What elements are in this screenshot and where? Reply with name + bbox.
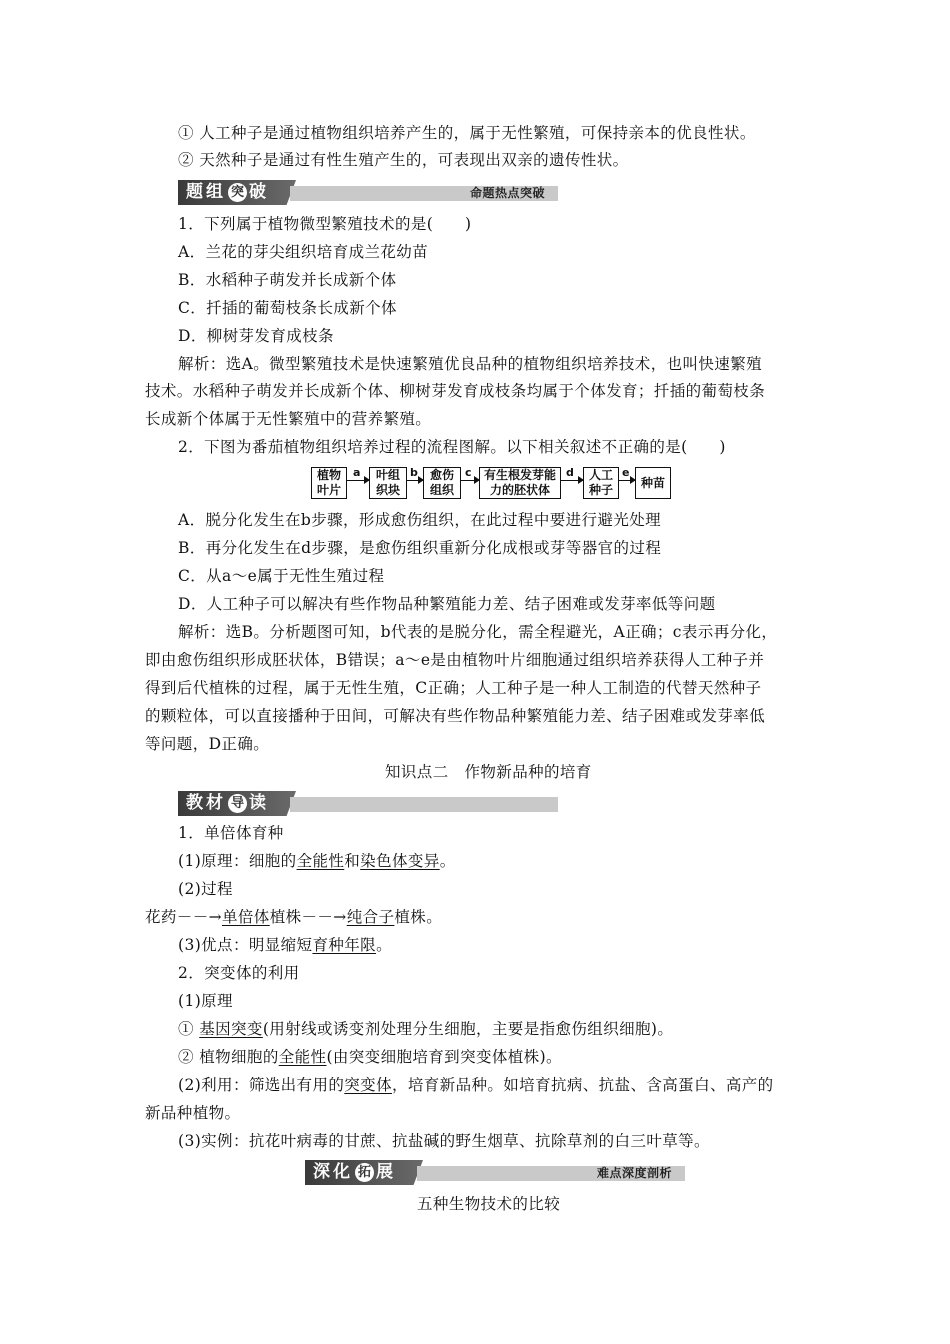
flow-label-c: c	[465, 466, 472, 479]
banner-circle-char: 拓	[355, 1163, 374, 1182]
answer-blank: 突变体	[344, 1076, 392, 1094]
flow-arrow-c	[461, 480, 479, 481]
banner-title: 深化 拓 展	[313, 1162, 396, 1182]
flow-label-d: d	[566, 466, 574, 479]
flow-box-seedling: 种苗	[635, 467, 671, 499]
haploid-process-label: (2)过程	[178, 880, 233, 898]
q2-analysis-line-5: 等问题，D正确。	[145, 735, 270, 753]
flow-label-a: a	[353, 466, 361, 479]
banner-bar	[290, 797, 558, 812]
haploid-principle: (1)原理：细胞的全能性和染色体变异。	[178, 852, 456, 870]
mutant-principle-1: ① 基因突变(用射线或诱变剂处理分生细胞，主要是指愈伤组织细胞)。	[178, 1020, 674, 1038]
intro-line-2: ② 天然种子是通过有性生殖产生的，可表现出双亲的遗传性状。	[178, 151, 629, 169]
section-heading: 知识点二 作物新品种的培育	[385, 763, 592, 781]
answer-blank: 单倍体	[222, 908, 270, 926]
haploid-process: 花药－－→单倍体植株－－→纯合子植株。	[145, 908, 443, 926]
q1-option-a: A．兰花的芽尖组织培育成兰花幼苗	[178, 243, 429, 261]
flow-box-embryoid: 有生根发芽能 力的胚状体	[479, 467, 561, 499]
flow-box-tissue-block: 叶组 织块	[369, 467, 407, 499]
banner-circle-char: 突	[228, 183, 247, 202]
flow-box-callus: 愈伤 组织	[423, 467, 461, 499]
flow-arrow-a	[347, 480, 369, 481]
flow-box-leaf: 植物 叶片	[311, 467, 347, 499]
intro-line-1: ① 人工种子是通过植物组织培养产生的，属于无性繁殖，可保持亲本的优良性状。	[178, 124, 756, 142]
answer-blank: 基因突变	[199, 1020, 263, 1038]
flow-arrow-e	[619, 480, 635, 481]
banner-tizu-tupo	[178, 180, 558, 205]
banner-jiaocai-daodu	[178, 791, 558, 816]
mutant-heading: 2．突变体的利用	[178, 964, 300, 982]
q2-option-d: D．人工种子可以解决有些作物品种繁殖能力差、结子困难或发芽率低等问题	[178, 595, 716, 613]
q1-option-b: B．水稻种子萌发并长成新个体	[178, 271, 397, 289]
flow-label-e: e	[622, 466, 630, 479]
haploid-heading: 1．单倍体育种	[178, 824, 284, 842]
flow-diagram	[311, 467, 671, 505]
banner-shenhua-tuozhan	[305, 1160, 685, 1185]
answer-blank: 染色体变异	[360, 852, 440, 870]
flow-label-b: b	[410, 466, 418, 479]
q1-option-c: C．扦插的葡萄枝条长成新个体	[178, 299, 397, 317]
banner-title: 教材 导 读	[186, 793, 269, 813]
mutant-principle-2: ② 植物细胞的全能性(由突变细胞培育到突变体植株)。	[178, 1048, 562, 1066]
mutant-principle-label: (1)原理	[178, 992, 233, 1010]
haploid-advantage: (3)优点：明显缩短育种年限。	[178, 936, 392, 954]
banner-circle-char: 导	[228, 794, 247, 813]
banner-subtitle: 命题热点突破	[470, 186, 546, 200]
banner-title: 题组 突 破	[186, 182, 269, 202]
flow-arrow-d	[561, 480, 583, 481]
answer-blank: 全能性	[278, 1048, 327, 1066]
answer-blank: 育种年限	[312, 936, 377, 954]
q2-option-a: A．脱分化发生在b步骤，形成愈伤组织，在此过程中要进行避光处理	[178, 511, 662, 529]
q2-option-c: C．从a～e属于无性生殖过程	[178, 567, 385, 585]
q2-analysis-line-1: 解析：选B。分析题图可知，b代表的是脱分化，需全程避光，A正确；c表示再分化，	[178, 623, 778, 641]
banner-subtitle: 难点深度剖析	[597, 1166, 673, 1180]
q2-analysis-line-3: 得到后代植株的过程，属于无性生殖，C正确；人工种子是一种人工制造的代替天然种子	[145, 679, 762, 697]
q1-analysis-line-2: 技术。水稻种子萌发并长成新个体、柳树芽发育成枝条均属于个体发育；扦插的葡萄枝条	[145, 382, 766, 400]
q1-analysis-line-3: 长成新个体属于无性繁殖中的营养繁殖。	[145, 410, 432, 428]
mutant-usage-cont: 新品种植物。	[145, 1104, 241, 1122]
q2-option-b: B．再分化发生在d步骤，是愈伤组织重新分化成根或芽等器官的过程	[178, 539, 662, 557]
mutant-usage: (2)利用：筛选出有用的突变体，培育新品种。如培育抗病、抗盐、含高蛋白、高产的	[178, 1076, 774, 1094]
q2-stem: 2．下图为番茄植物组织培养过程的流程图解。以下相关叙述不正确的是( )	[178, 438, 726, 456]
q2-analysis-line-2: 即由愈伤组织形成胚状体，B错误；a～e是由植物叶片细胞通过组织培养获得人工种子并	[145, 651, 765, 669]
q1-analysis-line-1: 解析：选A。微型繁殖技术是快速繁殖优良品种的植物组织培养技术，也叫快速繁殖	[178, 355, 762, 373]
q1-stem: 1．下列属于植物微型繁殖技术的是( )	[178, 215, 472, 233]
table-title: 五种生物技术的比较	[417, 1195, 561, 1213]
answer-blank: 纯合子	[346, 908, 395, 926]
mutant-examples: (3)实例：抗花叶病毒的甘蔗、抗盐碱的野生烟草、抗除草剂的白三叶草等。	[178, 1132, 710, 1150]
answer-blank: 全能性	[296, 852, 345, 870]
flow-arrow-b	[407, 480, 423, 481]
flow-box-artificial-seed: 人工 种子	[583, 467, 619, 499]
q2-analysis-line-4: 的颗粒体，可以直接播种于田间，可解决有些作物品种繁殖能力差、结子困难或发芽率低	[145, 707, 766, 725]
q1-option-d: D．柳树芽发育成枝条	[178, 327, 334, 345]
